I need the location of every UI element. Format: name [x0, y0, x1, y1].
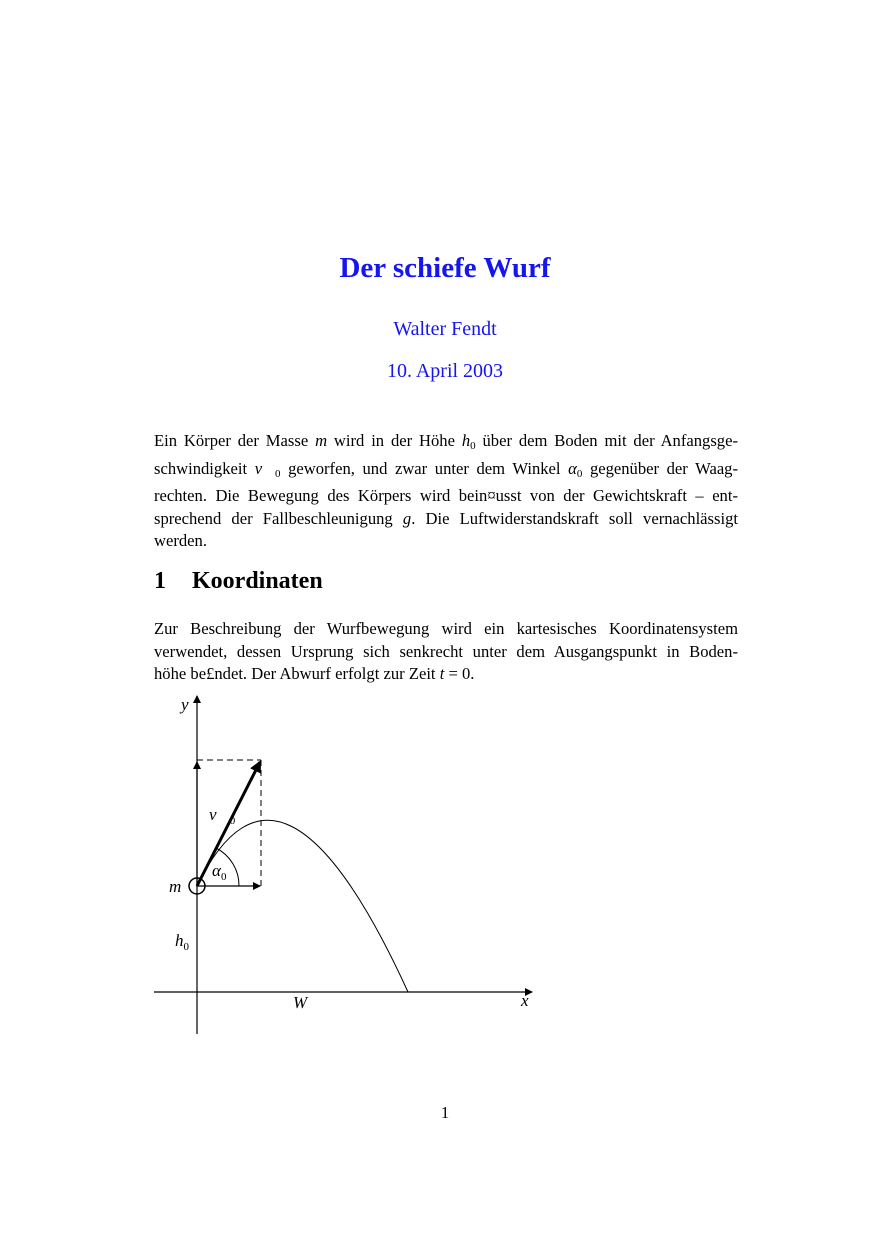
- angle-label: $\alpha_0$: [212, 861, 227, 883]
- mass-label: m: [169, 877, 182, 896]
- velocity-label: $v_0$: [209, 805, 236, 827]
- section-line-3: höhe be£ndet. Der Abwurf erfolgt zur Zeit t = 0.: [154, 664, 475, 683]
- section-heading: [154, 568, 323, 595]
- section-line-1: Zur Beschreibung der Wurfbewegung wird ein kartesisches Koordinatensystem: [154, 619, 738, 638]
- page-number: 1: [440, 1103, 450, 1122]
- range-label: W: [293, 993, 308, 1012]
- author-name: Walter Fendt: [393, 318, 497, 340]
- paper-title: Der schiefe Wurf: [339, 252, 551, 284]
- abstract-line-2: schwindigkeit $v_0$ geworfen, und zwar unter dem Winkel $\alpha_0$ gegenüber der Waag-: [154, 458, 739, 480]
- abstract-line-3: rechten. Die Bewegung des Körpers wird bein¤usst von der Gewichtskraft – ent-: [154, 486, 738, 505]
- height-label: $h_0$: [175, 931, 189, 953]
- abstract-paragraph: [154, 430, 738, 553]
- y-axis-label: y: [181, 695, 189, 714]
- section-paragraph: [154, 618, 738, 686]
- abstract-line-1: Ein Körper der Masse m wird in der Höhe $h_0$ über dem Boden mit der Anfangsge-: [154, 431, 738, 452]
- projectile-diagram: [150, 690, 550, 1040]
- publication-date: 10. April 2003: [386, 360, 504, 382]
- abstract-line-5: werden.: [154, 531, 207, 550]
- section-number: 1: [154, 568, 166, 594]
- section-title: Koordinaten: [192, 568, 323, 594]
- abstract-line-4: sprechend der Fallbeschleunigung g. Die Luftwiderstandskraft soll vernachlässigt: [154, 508, 738, 528]
- x-axis-label: x: [521, 991, 529, 1010]
- trajectory-curve: [197, 820, 408, 992]
- section-line-2: verwendet, dessen Ursprung sich senkrecht unter dem Ausgangspunkt in Boden-: [154, 641, 738, 661]
